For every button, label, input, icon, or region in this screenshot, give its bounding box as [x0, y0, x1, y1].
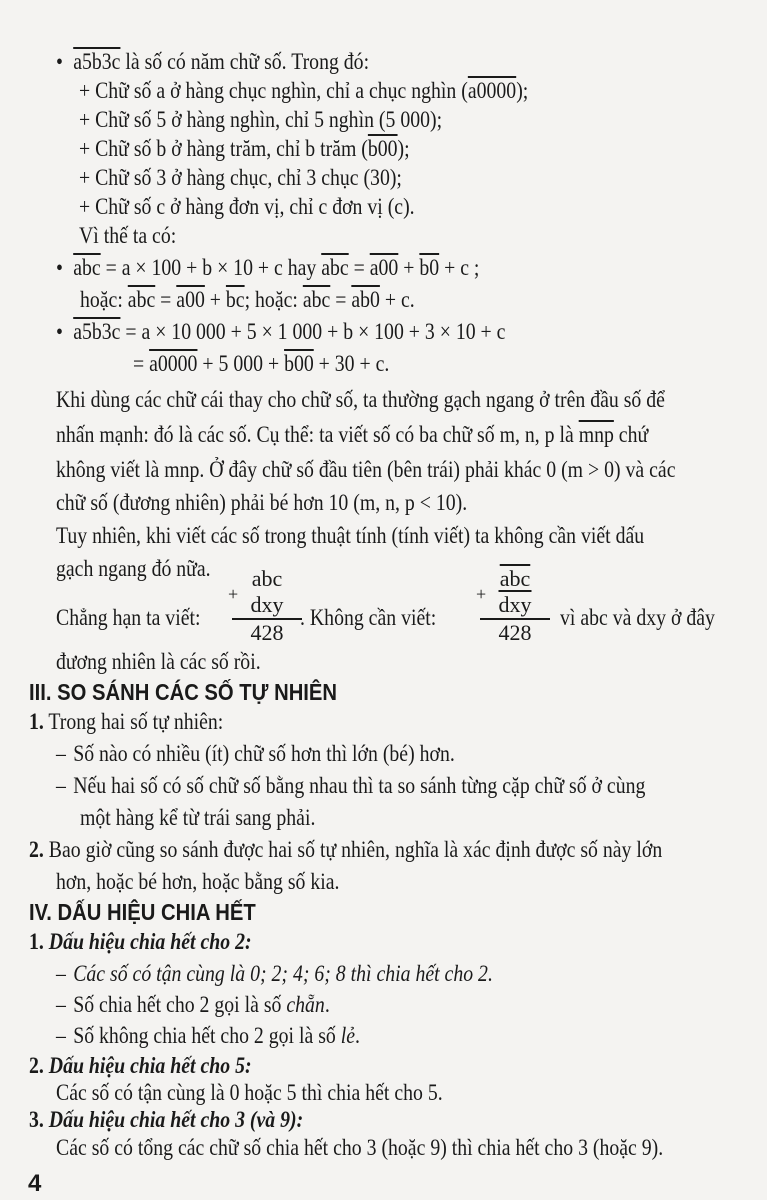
- plus-item-text: + Chữ số a ở hàng chục nghìn, chỉ a chục nghìn (: [79, 78, 468, 103]
- overlined-number: ab0: [351, 287, 380, 312]
- plus-item: [79, 164, 402, 192]
- equation-3: [56, 318, 505, 346]
- plus-item-text: + Chữ số 3 ở hàng chục, chỉ 3 chục (30);: [79, 165, 402, 190]
- plus-item-text: + Chữ số c ở hàng đơn vị, chỉ c đơn vị (c).: [79, 194, 415, 219]
- therefore-line: Vì thế ta có:: [79, 223, 177, 248]
- eq-text: =: [155, 287, 177, 312]
- overlined-number: a00: [369, 255, 399, 280]
- plus-sign: +: [476, 584, 487, 604]
- dash-icon: –: [56, 961, 66, 986]
- plus-item: [79, 135, 410, 163]
- example-mid: . Không cần viết:: [300, 605, 437, 630]
- paragraph-text: chứ: [613, 422, 649, 447]
- overlined-number: $\overline{abc}$: [73, 255, 101, 280]
- overlined-number: $\overline{bc}$: [225, 287, 245, 312]
- plus-item-end: );: [516, 78, 529, 103]
- equation-1: [56, 254, 479, 282]
- eq-text: + 30 + c.: [313, 351, 390, 376]
- item-number: 3.: [29, 1107, 44, 1132]
- overlined-number: a5b3c: [73, 319, 121, 344]
- dash-item: [56, 1022, 360, 1050]
- paragraph-text: nhấn mạnh: đó là các số. Cụ thể: ta viết số có ba chữ số m, n, p là: [56, 422, 579, 447]
- section-heading: IV. DẤU HIỆU CHIA HẾT: [29, 899, 256, 925]
- overlined-number: a00: [176, 287, 205, 312]
- example-tail: vì abc và dxy ở đây: [560, 605, 715, 630]
- eq-text: = a × 10 000 + 5 × 1 000 + b × 100 + 3 × 10 + c: [120, 319, 506, 344]
- overlined-number: $\overline{abc}$: [127, 287, 156, 312]
- numbered-item: [29, 836, 662, 864]
- addend-1: $\overline{abc}$: [499, 566, 531, 591]
- sub-heading: [29, 1052, 252, 1080]
- eq-text: +: [398, 255, 420, 280]
- eq-text: + 5 000 +: [197, 351, 285, 376]
- sum: 428: [250, 620, 284, 645]
- dash-text: Nếu hai số có số chữ số bằng nhau thì ta so sánh từng cặp chữ số ở cùng: [73, 773, 646, 798]
- paragraph-line: [56, 421, 648, 449]
- sub-text: Các số có tổng các chữ số chia hết cho 3 (hoặc 9) thì chia hết cho 3 (hoặc 9).: [56, 1135, 664, 1160]
- numbered-item: [29, 708, 223, 736]
- item-text: Bao giờ cũng so sánh được hai số tự nhiên, nghĩa là xác định được số này lớn: [43, 837, 663, 862]
- eq-text: + c.: [379, 287, 415, 312]
- dash-icon: –: [56, 741, 66, 766]
- addend-2: $\overline{dxy}$: [480, 592, 550, 620]
- overlined-number: a5b3c: [73, 49, 121, 74]
- sub-title: Dấu hiệu chia hết cho 2:: [43, 929, 252, 954]
- sub-title: Dấu hiệu chia hết cho 3 (và 9):: [43, 1107, 304, 1132]
- bullet-icon: •: [56, 255, 63, 280]
- dash-text: Số không chia hết cho 2 gọi là số: [73, 1023, 341, 1048]
- dash-item-cont: một hàng kể từ trái sang phải.: [80, 805, 316, 830]
- section-heading: III. SO SÁNH CÁC SỐ TỰ NHIÊN: [29, 679, 338, 705]
- dash-icon: –: [56, 992, 66, 1017]
- overlined-number: $\overline{abc}$: [302, 287, 331, 312]
- paragraph-line: Tuy nhiên, khi viết các số trong thuật tính (tính viết) ta không cần viết dấu: [56, 523, 645, 548]
- bullet-icon: •: [56, 319, 63, 344]
- plus-item: [79, 106, 442, 134]
- plus-item-text: + Chữ số 5 ở hàng nghìn, chỉ 5 nghìn (5 000);: [79, 107, 443, 132]
- paragraph-line: đương nhiên là các số rồi.: [56, 649, 261, 674]
- dash-item: [56, 772, 645, 800]
- example-lead: Chẳng hạn ta viết:: [56, 605, 201, 630]
- dash-text: Số chia hết cho 2 gọi là số: [73, 992, 287, 1017]
- vertical-addition-overlined: [476, 566, 550, 646]
- plus-item: [79, 193, 415, 221]
- dash-item: [56, 740, 455, 768]
- paragraph-line: không viết là mnp. Ở đây chữ số đầu tiên (bên trái) phải khác 0 (m > 0) và các: [56, 457, 676, 482]
- bullet-icon: •: [56, 49, 63, 74]
- term-even: chẵn: [286, 992, 325, 1017]
- item-number: 1.: [29, 709, 44, 734]
- addend-1: abc: [251, 566, 283, 591]
- plus-item-text: + Chữ số b ở hàng trăm, chỉ b trăm (: [79, 136, 368, 161]
- intro-line: [56, 48, 369, 76]
- eq-text: =: [348, 255, 370, 280]
- eq-text: ; hoặc:: [244, 287, 303, 312]
- overlined-number: a0000: [467, 78, 517, 103]
- addend-2: dxy: [232, 592, 302, 620]
- plus-item: [79, 77, 528, 105]
- sub-heading-3: [29, 1106, 303, 1134]
- overlined-number: b00: [367, 136, 398, 161]
- equation-4: [133, 350, 389, 378]
- vertical-addition-plain: [228, 566, 302, 646]
- dash-item: [56, 960, 493, 988]
- item-text: Trong hai số tự nhiên:: [43, 709, 224, 734]
- intro-text: là số có năm chữ số. Trong đó:: [120, 49, 370, 74]
- paragraph-line: Khi dùng các chữ cái thay cho chữ số, ta thường gạch ngang ở trên đầu số để: [56, 387, 665, 412]
- overlined-number: b0: [419, 255, 440, 280]
- sub-title: Dấu hiệu chia hết cho 5:: [43, 1053, 252, 1078]
- dash-text: Số nào có nhiều (ít) chữ số hơn thì lớn (bé) hơn.: [73, 741, 455, 766]
- eq-text: =: [133, 351, 150, 376]
- eq-text: +: [204, 287, 226, 312]
- dash-icon: –: [56, 1023, 66, 1048]
- item-number: 2.: [29, 837, 44, 862]
- plus-item-end: );: [397, 136, 410, 161]
- overlined-number: $\overline{abc}$: [321, 255, 349, 280]
- dash-item: [56, 991, 330, 1019]
- sub-heading: [29, 928, 252, 956]
- item-number: 2.: [29, 1053, 44, 1078]
- sum: 428: [498, 620, 532, 645]
- paragraph-line: gạch ngang đó nữa.: [56, 556, 211, 581]
- plus-sign: +: [228, 584, 239, 604]
- eq-text: + c ;: [439, 255, 480, 280]
- eq-text: hoặc:: [80, 287, 128, 312]
- page-number: 4: [28, 1170, 42, 1197]
- eq-text: =: [330, 287, 352, 312]
- dash-text: Các số có tận cùng là 0; 2; 4; 6; 8 thì chia hết cho 2.: [73, 961, 493, 986]
- overlined-number: b00: [284, 351, 314, 376]
- equation-2: [80, 286, 415, 314]
- eq-text: = a × 100 + b × 10 + c hay: [100, 255, 322, 280]
- term-odd: lẻ: [340, 1023, 356, 1048]
- dash-icon: –: [56, 773, 66, 798]
- item-number: 1.: [29, 929, 44, 954]
- numbered-item-cont: hơn, hoặc bé hơn, hoặc bằng số kia.: [56, 869, 340, 894]
- overlined-number: a0000: [149, 351, 198, 376]
- dash-text: .: [355, 1023, 360, 1048]
- dash-text: .: [324, 992, 330, 1017]
- overlined-number: $\overline{mnp}$: [578, 422, 614, 447]
- sub-text: Các số có tận cùng là 0 hoặc 5 thì chia hết cho 5.: [56, 1080, 443, 1105]
- paragraph-line: chữ số (đương nhiên) phải bé hơn 10 (m, n, p < 10).: [56, 490, 468, 515]
